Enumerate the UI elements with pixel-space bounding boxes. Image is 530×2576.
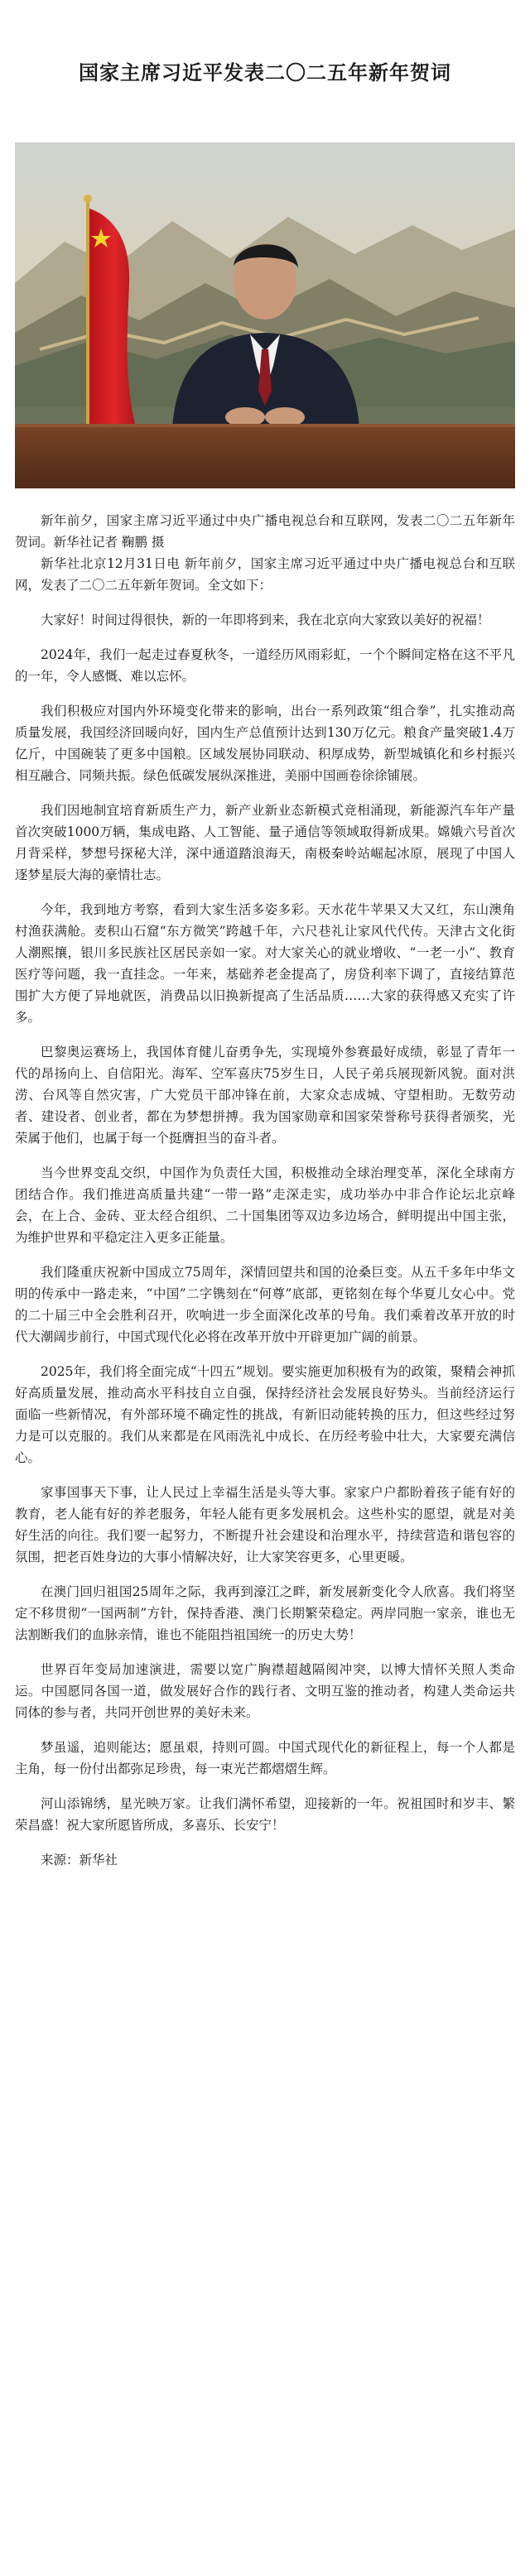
article-body — [15, 553, 515, 1836]
article-paragraph: 2025年，我们将全面完成“十四五”规划。要实施更加积极有为的政策，聚精会神抓好高质量发展，推动高水平科技自立自强，保持经济社会发展良好势头。当前经济运行面临一些新情况，有外部环境不确定性的挑战，有新旧动能转换的压力，但这些经过努力是可以克服的。我们从来都是在风雨洗礼中成长、在历经考验中壮大，大家要充满信心。 — [15, 1364, 515, 1465]
article-paragraph: 我们因地制宜培育新质生产力，新产业新业态新模式竞相涌现，新能源汽车年产量首次突破1000万辆，集成电路、人工智能、量子通信等领域取得新成果。嫦娥六号首次月背采样，梦想号探秘大洋，深中通道踏浪海天，南极秦岭站崛起冰原，展现了中国人逐梦星辰大海的豪情壮志。 — [15, 803, 515, 882]
article-paragraph: 巴黎奥运赛场上，我国体育健儿奋勇争先，实现境外参赛最好成绩，彰显了青年一代的昂扬向上、自信阳光。海军、空军喜庆75岁生日，人民子弟兵展现新风貌。面对洪涝、台风等自然灾害，广大党员干部冲锋在前，大家众志成城、守望相助。无数劳动者、建设者、创业者，都在为梦想拼搏。我为国家勋章和国家荣誉称号获得者颁奖，光荣属于他们，也属于每一个挺膺担当的奋斗者。 — [15, 1045, 515, 1146]
article-paragraph: 在澳门回归祖国25周年之际，我再到濠江之畔，新发展新变化令人欣喜。我们将坚定不移贯彻“一国两制”方针，保持香港、澳门长期繁荣稳定。两岸同胞一家亲，谁也无法割断我们的血脉亲情，谁也不能阻挡祖国统一的历史大势！ — [15, 1584, 515, 1642]
article-headline: 国家主席习近平发表二〇二五年新年贺词 — [79, 60, 451, 84]
article-source: 来源：新华社 — [41, 1853, 118, 1867]
article-paragraph: 世界百年变局加速演进，需要以宽广胸襟超越隔阂冲突，以博大情怀关照人类命运。中国愿同各国一道，做发展好合作的践行者、文明互鉴的推动者，构建人类命运共同体的参与者，共同开创世界的美好未来。 — [15, 1662, 515, 1720]
article-paragraph: 我们隆重庆祝新中国成立75周年，深情回望共和国的沧桑巨变。从五千多年中华文明的传承中一路走来，“中国”二字镌刻在“何尊”底部，更铭刻在每个华夏儿女心中。党的二十届三中全会胜利召开，吹响进一步全面深化改革的号角。我们乘着改革开放的时代大潮阔步前行，中国式现代化必将在改革开放中开辟更加广阔的前景。 — [15, 1265, 515, 1344]
article-paragraph: 当今世界变乱交织，中国作为负责任大国，积极推动全球治理变革，深化全球南方团结合作。我们推进高质量共建“一带一路”走深走实，成功举办中非合作论坛北京峰会，在上合、金砖、亚太经合组织、二十国集团等双边多边场合，鲜明提出中国主张，为维护世界和平稳定注入更多正能量。 — [15, 1165, 515, 1245]
article-paragraph: 家事国事天下事，让人民过上幸福生活是头等大事。家家户户都盼着孩子能有好的教育，老人能有好的养老服务，年轻人能有更多发展机会。这些朴实的愿望，就是对美好生活的向往。我们要一起努力，不断提升社会建设和治理水平，持续营造和谐包容的氛围，把老百姓身边的大事小情解决好，让大家笑容更多，心里更暖。 — [15, 1485, 515, 1564]
article-paragraph: 2024年，我们一起走过春夏秋冬，一道经历风雨彩虹，一个个瞬间定格在这不平凡的一年，令人感慨、难以忘怀。 — [15, 647, 515, 684]
article-paragraph: 大家好！时间过得很快，新的一年即将到来，我在北京向大家致以美好的祝福！ — [41, 613, 490, 627]
article-photo — [15, 142, 515, 488]
article-paragraph: 今年，我到地方考察，看到大家生活多姿多彩。天水花牛苹果又大又红，东山澳角村渔获满舱。麦积山石窟“东方微笑”跨越千年，六尺巷礼让家风代代传。天津古文化街人潮熙攘，银川多民族社区居民亲如一家。对大家关心的就业增收、“一老一小”、教育医疗等问题，我一直挂念。一年来，基础养老金提高了，房贷利率下调了，直接结算范围扩大方便了异地就医，消费品以旧换新提高了生活品质……大家的获得感又充实了许多。 — [15, 902, 515, 1025]
portrait-photo-icon — [15, 142, 515, 488]
article-paragraph: 我们积极应对国内外环境变化带来的影响，出台一系列政策“组合拳”，扎实推动高质量发展，我国经济回暖向好，国内生产总值预计达到130万亿元。粮食产量突破1.4万亿斤，中国碗装了更多中国粮。区域发展协同联动、积厚成势，新型城镇化和乡村振兴相互融合、同频共振。绿色低碳发展纵深推进，美丽中国画卷徐徐铺展。 — [15, 704, 515, 783]
article-paragraph: 河山添锦绣，星光映万家。让我们满怀希望，迎接新的一年。祝祖国时和岁丰、繁荣昌盛！祝大家所愿皆所成，多喜乐、长安宁！ — [15, 1796, 515, 1833]
photo-caption: 新年前夕，国家主席习近平通过中央广播电视总台和互联网，发表二〇二五年新年贺词。新华社记者 鞠鹏 摄 — [15, 513, 515, 550]
article-paragraph: 新华社北京12月31日电 新年前夕，国家主席习近平通过中央广播电视总台和互联网，发表了二〇二五年新年贺词。全文如下： — [15, 556, 515, 593]
article-paragraph: 梦虽遥，追则能达；愿虽艰，持则可圆。中国式现代化的新征程上，每一个人都是主角，每一份付出都弥足珍贵，每一束光芒都熠熠生辉。 — [15, 1740, 515, 1776]
